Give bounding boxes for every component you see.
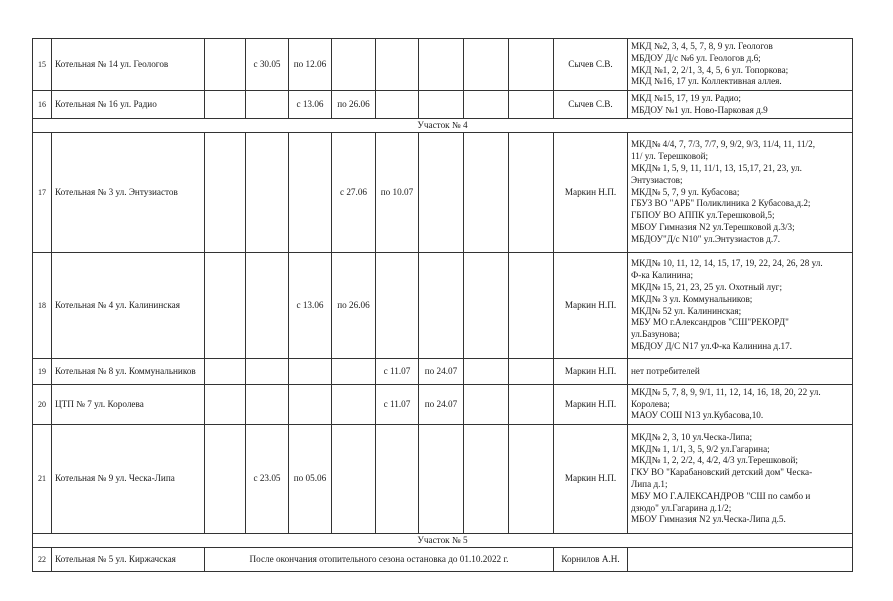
period-cell	[205, 91, 246, 119]
facility-name: Котельная № 9 ул. Ческа-Липа	[52, 425, 205, 534]
facility-name: ЦТП № 7 ул. Королева	[52, 385, 205, 425]
period-cell	[376, 253, 419, 359]
section-row	[33, 534, 853, 548]
consumer-line: МКД№ 1, 5, 9, 11, 11/1, 13, 15,17, 21, 23, ул.	[631, 163, 802, 173]
consumer-line: Липа д.1;	[631, 479, 668, 489]
consumer-line: МКД№ 52 ул. Калининская;	[631, 305, 742, 316]
period-cell	[376, 39, 419, 91]
period-cell	[205, 39, 246, 91]
period-cell: по 12.06	[289, 39, 332, 91]
consumer-line: 11/ ул. Терешковой;	[631, 151, 709, 162]
row-number: 22	[33, 548, 52, 572]
period-cell: по 26.06	[332, 253, 376, 359]
period-cell	[509, 385, 554, 425]
period-cell	[246, 91, 289, 119]
consumer-line: МБДОУ Д/С N17 ул.Ф-ка Калинина д.17.	[631, 340, 792, 351]
consumers-list	[628, 133, 853, 253]
period-cell	[509, 253, 554, 359]
facility-name: Котельная № 5 ул. Киржачская	[52, 548, 205, 572]
period-cell	[376, 91, 419, 119]
period-cell	[419, 39, 464, 91]
period-cell	[376, 425, 419, 534]
consumer-line: МКД №16, 17 ул. Коллективная аллея.	[631, 76, 782, 87]
period-cell: по 24.07	[419, 385, 464, 425]
responsible-person: Корнилов А.Н.	[554, 548, 628, 572]
period-cell	[205, 385, 246, 425]
consumer-line: дзюдо" ул.Гагарина д.1/2;	[631, 502, 732, 513]
period-cell	[246, 253, 289, 359]
period-cell: по 05.06	[289, 425, 332, 534]
period-cell	[464, 253, 509, 359]
responsible-person: Маркин Н.П.	[554, 133, 628, 253]
consumer-line: ул.Базунова;	[631, 329, 680, 340]
period-cell	[419, 91, 464, 119]
period-cell	[289, 359, 332, 385]
section-row	[33, 119, 853, 133]
period-cell	[464, 39, 509, 91]
table-row	[33, 253, 853, 359]
consumer-line: МБДОУ №1 ул. Ново-Парковая д.9	[631, 104, 768, 115]
table-row	[33, 425, 853, 534]
row-number: 20	[33, 385, 52, 425]
consumer-line: МКД№ 1, 1/1, 3, 5, 9/2 ул.Гагарина;	[631, 443, 770, 454]
consumer-line: МАОУ СОШ N13 ул.Кубасова,10.	[631, 410, 764, 421]
period-cell	[509, 133, 554, 253]
table-row	[33, 385, 853, 425]
consumer-line: МКД №15, 17, 19 ул. Радио;	[631, 92, 741, 103]
period-cell	[509, 359, 554, 385]
consumers-list	[628, 253, 853, 359]
responsible-person: Сычев С.В.	[554, 91, 628, 119]
consumer-line: МКД№ 5, 7, 9 ул. Кубасова;	[631, 186, 740, 197]
consumer-line: МКД№ 15, 21, 23, 25 ул. Охотный луг;	[631, 281, 782, 292]
responsible-person: Маркин Н.П.	[554, 385, 628, 425]
period-cell: по 10.07	[376, 133, 419, 253]
facility-name: Котельная № 3 ул. Энтузиастов	[52, 133, 205, 253]
consumers-list	[628, 359, 853, 385]
consumer-line: МБОУ Гимназия N2 ул.Терешковой д.3/3;	[631, 221, 795, 232]
row-number: 16	[33, 91, 52, 119]
responsible-person: Сычев С.В.	[554, 39, 628, 91]
period-cell	[509, 425, 554, 534]
consumers-list	[628, 39, 853, 91]
table-row	[33, 39, 853, 91]
consumer-line: ГКУ ВО "Карабановский детский дом" Ческа-	[631, 467, 813, 478]
table-row	[33, 133, 853, 253]
period-cell: с 11.07	[376, 385, 419, 425]
consumer-line: МБДОУ"Д/с N10" ул.Энтузиастов д.7.	[631, 233, 781, 244]
consumer-line: МКД№ 10, 11, 12, 14, 15, 17, 19, 22, 24, 26, 28 ул.	[631, 258, 823, 269]
row-number: 21	[33, 425, 52, 534]
period-cell: по 26.06	[332, 91, 376, 119]
consumer-line: нет потребителей	[631, 365, 700, 376]
consumer-line: МБУ МО г.Александров "СШ"РЕКОРД"	[631, 317, 789, 328]
responsible-person: Маркин Н.П.	[554, 359, 628, 385]
period-cell	[332, 425, 376, 534]
table-row	[33, 359, 853, 385]
period-cell: с 13.06	[289, 253, 332, 359]
period-cell: с 11.07	[376, 359, 419, 385]
consumer-line: МКД№ 2, 3, 10 ул.Ческа-Липа;	[631, 431, 753, 442]
consumers-list	[628, 548, 853, 572]
period-cell	[246, 133, 289, 253]
period-cell	[332, 39, 376, 91]
facility-name: Котельная № 4 ул. Калининская	[52, 253, 205, 359]
period-cell: с 30.05	[246, 39, 289, 91]
row-number: 17	[33, 133, 52, 253]
consumer-line: МКД №1, 2, 2/1, 3, 4, 5, 6 ул. Топоркова;	[631, 64, 789, 75]
period-cell	[205, 425, 246, 534]
row-number: 15	[33, 39, 52, 91]
consumer-line: МБДОУ Д/с №6 ул. Геологов д.6;	[631, 52, 761, 63]
consumer-line: МБОУ Гимназия N2 ул.Ческа-Липа д.5.	[631, 514, 786, 525]
period-cell	[332, 359, 376, 385]
consumer-line: МКД№ 4/4, 7, 7/3, 7/7, 9, 9/2, 9/3, 11/4, 11, 11/2,	[631, 139, 815, 150]
consumer-line: ГБУЗ ВО "АРБ" Поликлиника 2 Кубасова,д.2;	[631, 198, 811, 209]
consumers-list	[628, 91, 853, 119]
consumer-line: МКД№ 1, 2, 2/2, 4, 4/2, 4/3 ул.Терешковой;	[631, 455, 798, 466]
consumer-line: ГБПОУ ВО АППК ул.Терешковой,5;	[631, 210, 775, 221]
consumer-line: Энтузиастов;	[631, 174, 683, 185]
period-cell	[246, 359, 289, 385]
row-number: 19	[33, 359, 52, 385]
period-cell	[289, 133, 332, 253]
table-row	[33, 91, 853, 119]
shutdown-note: После окончания отопительного сезона остановка до 01.10.2022 г.	[205, 548, 554, 572]
responsible-person: Маркин Н.П.	[554, 253, 628, 359]
consumers-list	[628, 385, 853, 425]
section-heading: Участок № 5	[33, 534, 853, 548]
period-cell	[205, 359, 246, 385]
period-cell	[332, 385, 376, 425]
period-cell	[509, 39, 554, 91]
period-cell: с 13.06	[289, 91, 332, 119]
consumer-line: МБУ МО Г.АЛЕКСАНДРОВ "СШ по самбо и	[631, 490, 811, 501]
responsible-person: Маркин Н.П.	[554, 425, 628, 534]
period-cell	[419, 425, 464, 534]
period-cell	[464, 359, 509, 385]
period-cell	[419, 253, 464, 359]
row-number: 18	[33, 253, 52, 359]
facility-name: Котельная № 16 ул. Радио	[52, 91, 205, 119]
period-cell: с 27.06	[332, 133, 376, 253]
facility-name: Котельная № 8 ул. Коммунальников	[52, 359, 205, 385]
consumer-line: Королева;	[631, 398, 670, 409]
consumer-line: Ф-ка Калинина;	[631, 270, 694, 281]
period-cell: по 24.07	[419, 359, 464, 385]
period-cell: с 23.05	[246, 425, 289, 534]
section-heading: Участок № 4	[33, 119, 853, 133]
period-cell	[464, 133, 509, 253]
consumer-line: МКД№ 5, 7, 8, 9, 9/1, 11, 12, 14, 16, 18, 20, 22 ул.	[631, 386, 821, 397]
consumers-list	[628, 425, 853, 534]
consumer-line: МКД №2, 3, 4, 5, 7, 8, 9 ул. Геологов	[631, 40, 773, 51]
period-cell	[509, 91, 554, 119]
period-cell	[289, 385, 332, 425]
period-cell	[246, 385, 289, 425]
period-cell	[464, 385, 509, 425]
period-cell	[205, 253, 246, 359]
table-row	[33, 548, 853, 572]
period-cell	[464, 425, 509, 534]
schedule-table	[32, 38, 853, 572]
period-cell	[464, 91, 509, 119]
facility-name: Котельная № 14 ул. Геологов	[52, 39, 205, 91]
period-cell	[419, 133, 464, 253]
consumer-line: МКД№ 3 ул. Коммунальников;	[631, 293, 753, 304]
period-cell	[205, 133, 246, 253]
